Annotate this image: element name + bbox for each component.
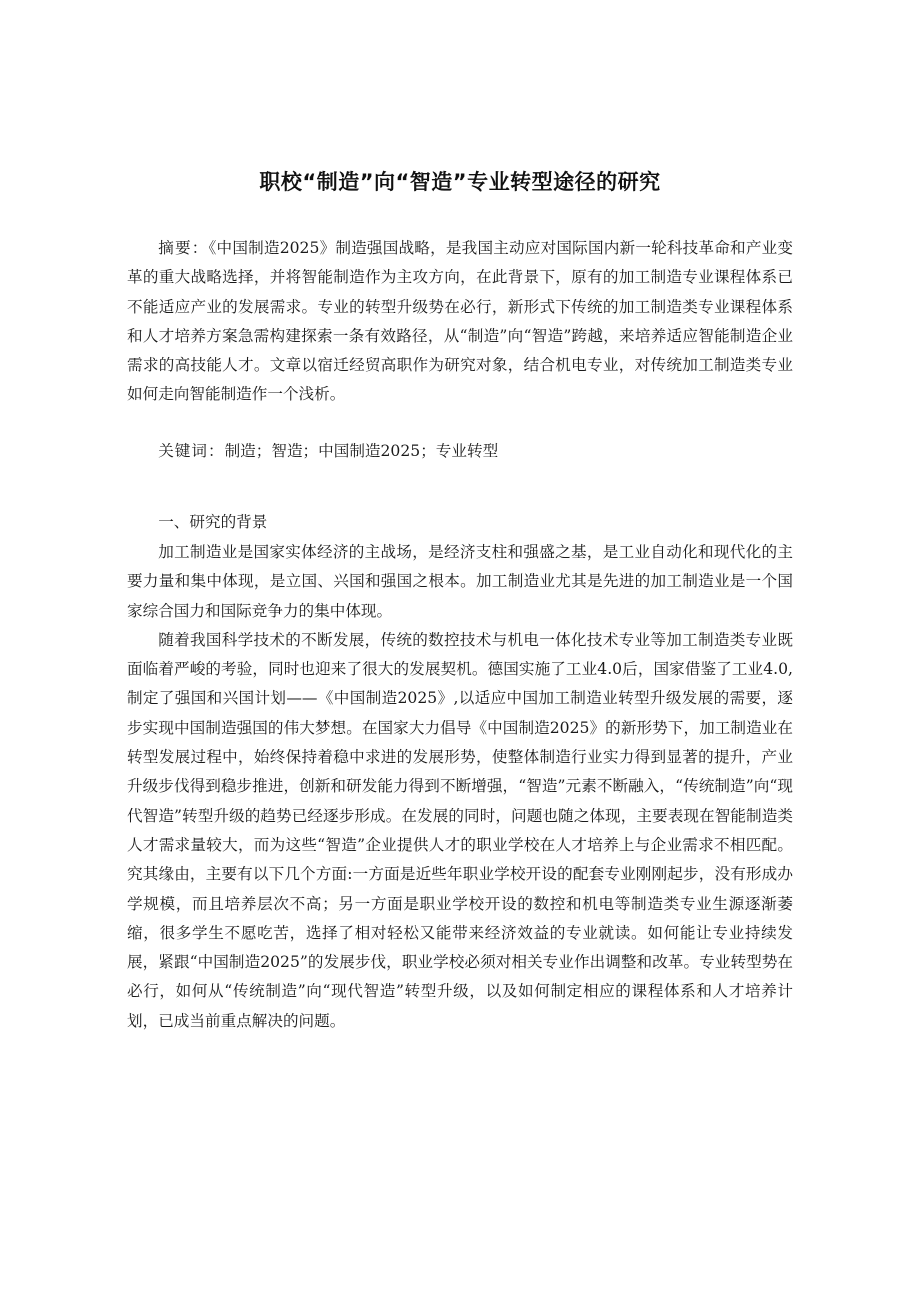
section-body <box>127 538 793 1036</box>
keywords-line <box>127 437 793 466</box>
abstract-paragraph <box>127 234 793 410</box>
keywords-text: 制造；智造；中国制造2025；专业转型 <box>224 442 499 460</box>
keywords-label: 关键词： <box>158 442 225 460</box>
abstract-text: 《中国制造2025》制造强国战略，是我国主动应对国际国内新一轮科技革命和产业变革的重大战略选择，并将智能制造作为主攻方向，在此背景下，原有的加工制造专业课程体系已不能适应产业的发展需求。专业的转型升级势在必行，新形式下传统的加工制造类专业课程体系和人才培养方案急需构建探索一条有效路径，从“制造”向“智造”跨越，来培养适应智能制造企业需求的高技能人才。文章以宿迁经贸高职作为研究对象，结合机电专业，对传统加工制造类专业如何走向智能制造作一个浅析。 <box>127 239 793 404</box>
abstract-label: 摘要： <box>158 239 209 257</box>
document-title: 职校“制造”向“智造”专业转型途径的研究 <box>259 170 661 194</box>
section-heading: 一、研究的背景 <box>158 513 268 531</box>
section-paragraph-2: 随着我国科学技术的不断发展，传统的数控技术与机电一体化技术专业等加工制造类专业既面临着严峻的考验，同时也迎来了很大的发展契机。德国实施了工业4.0后，国家借鉴了工业4.0,制定了强国和兴国计划——《中国制造2025》,以适应中国加工制造业转型升级发展的需要，逐步实现中国制造强国的伟大梦想。在国家大力倡导《中国制造2025》的新形势下，加工制造业在转型发展过程中，始终保持着稳中求进的发展形势，使整体制造行业实力得到显著的提升，产业升级步伐得到稳步推进，创新和研发能力得到不断增强，“智造”元素不断融入，“传统制造”向“现代智造”转型升级的趋势已经逐步形成。在发展的同时，问题也随之体现，主要表现在智能制造类人才需求量较大，而为这些“智造”企业提供人才的职业学校在人才培养上与企业需求不相匹配。究其缘由，主要有以下几个方面:一方面是近些年职业学校开设的配套专业刚刚起步，没有形成办学规模，而且培养层次不高；另一方面是职业学校开设的数控和机电等制造类专业生源逐渐萎缩，很多学生不愿吃苦，选择了相对轻松又能带来经济效益的专业就读。如何能让专业持续发展，紧跟“中国制造2025”的发展步伐，职业学校必须对相关专业作出调整和改革。专业转型势在必行，如何从“传统制造”向“现代智造”转型升级，以及如何制定相应的课程体系和人才培养计划，已成当前重点解决的问题。 <box>127 630 793 1030</box>
section-paragraph-1: 加工制造业是国家实体经济的主战场，是经济支柱和强盛之基，是工业自动化和现代化的主要力量和集中体现，是立国、兴国和强国之根本。加工制造业尤其是先进的加工制造业是一个国家综合国力和国际竞争力的集中体现。 <box>127 543 793 620</box>
